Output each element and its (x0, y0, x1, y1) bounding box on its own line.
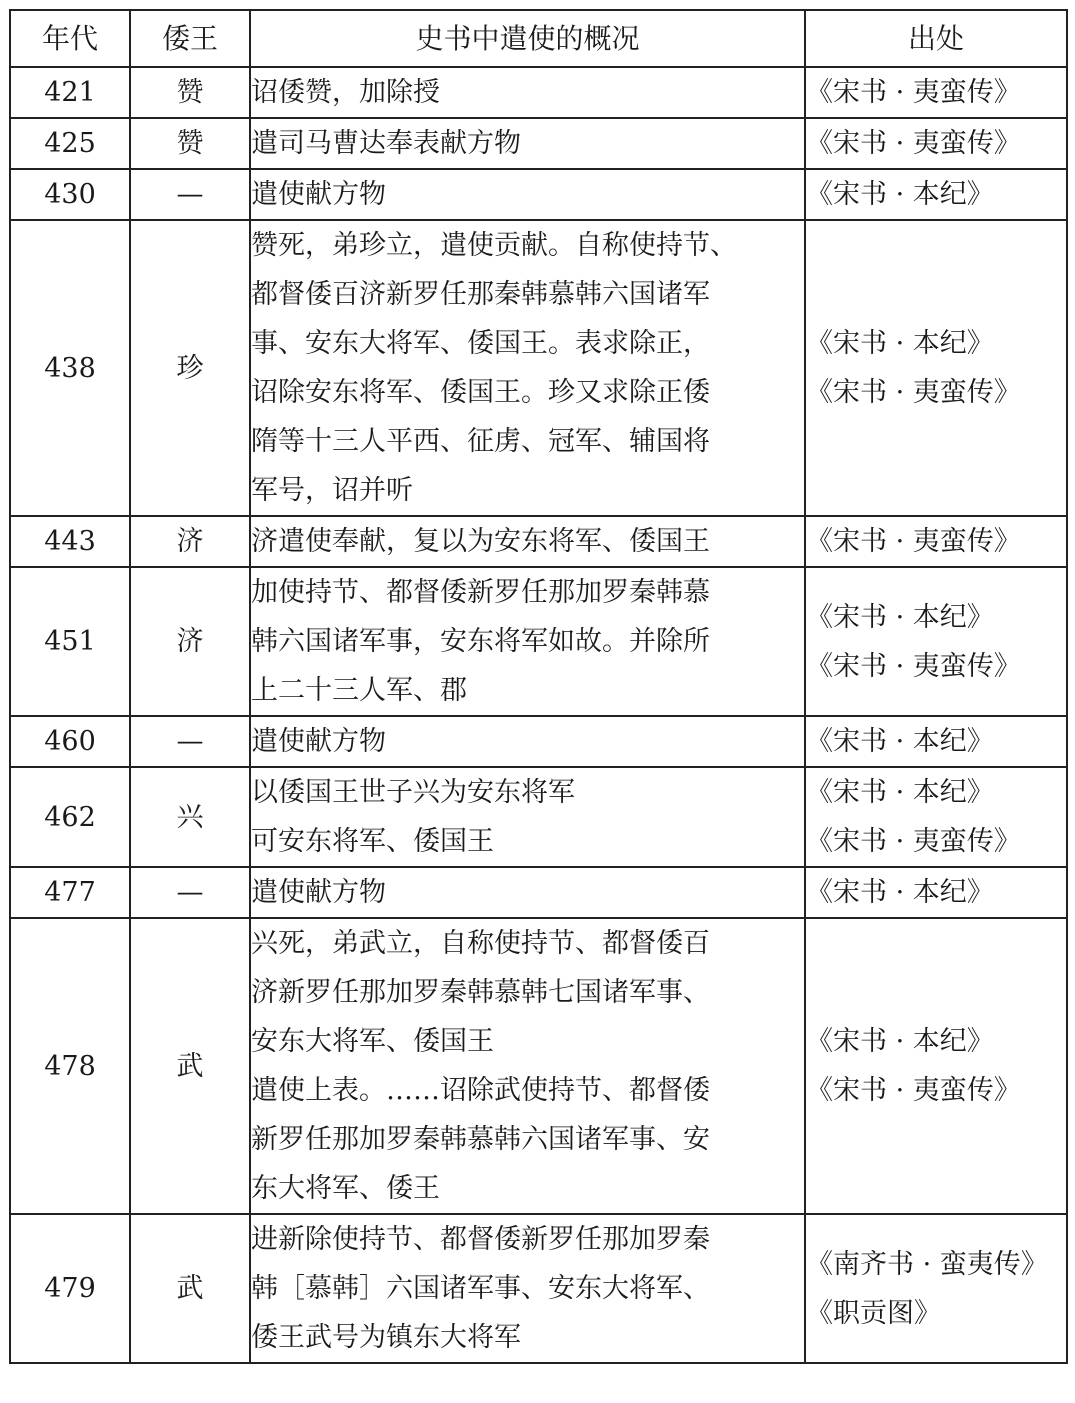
source-line: 《宋书 · 本纪》 (806, 777, 994, 808)
summary-line: 韩［慕韩］六国诸军事、安东大将军、 (251, 1273, 710, 1304)
cell-summary (250, 716, 805, 767)
source-line: 《宋书 · 夷蛮传》 (806, 1075, 1021, 1106)
source-line: 《宋书 · 本纪》 (806, 601, 994, 633)
summary-line: 遣司马曹达奉表献方物 (251, 128, 521, 159)
header-summary: 史书中遣使的概况 (250, 10, 805, 67)
cell-year: 443 (10, 516, 130, 567)
cell-king: 珍 (130, 220, 250, 516)
summary-line: 济遣使奉献，复以为安东将军、倭国王 (251, 526, 710, 557)
table-row (10, 767, 1067, 867)
source-line: 《宋书 · 夷蛮传》 (806, 377, 1021, 408)
source-line: 《宋书 · 夷蛮传》 (806, 826, 1021, 857)
table-row (10, 67, 1067, 118)
cell-source (805, 767, 1067, 867)
source-line: 《宋书 · 本纪》 (806, 179, 994, 210)
source-line: 《宋书 · 本纪》 (806, 328, 994, 359)
cell-year: 479 (10, 1214, 130, 1363)
summary-line: 东大将军、倭王 (251, 1173, 440, 1204)
cell-source (805, 567, 1067, 716)
source-line: 《宋书 · 本纪》 (806, 726, 994, 757)
cell-year: 451 (10, 567, 130, 716)
summary-line: 遣使献方物 (251, 877, 386, 908)
summary-line: 韩六国诸军事，安东将军如故。并除所 (251, 626, 710, 657)
cell-summary (250, 918, 805, 1214)
summary-line: 隋等十三人平西、征虏、冠军、辅国将 (251, 426, 710, 457)
cell-source (805, 867, 1067, 918)
cell-source (805, 516, 1067, 567)
summary-line: 赞死，弟珍立，遣使贡献。自称使持节、 (251, 230, 737, 261)
table-row (10, 516, 1067, 567)
header-king: 倭王 (130, 10, 250, 67)
cell-source (805, 67, 1067, 118)
source-line: 《宋书 · 夷蛮传》 (806, 128, 1021, 159)
source-line: 《宋书 · 本纪》 (806, 877, 994, 908)
summary-line: 新罗任那加罗秦韩慕韩六国诸军事、安 (251, 1124, 710, 1155)
cell-year: 477 (10, 867, 130, 918)
cell-summary (250, 169, 805, 220)
summary-line: 遣使上表。……诏除武使持节、都督倭 (251, 1075, 710, 1106)
summary-line: 可安东将军、倭国王 (251, 826, 494, 857)
cell-year: 421 (10, 67, 130, 118)
cell-summary (250, 220, 805, 516)
summary-line: 都督倭百济新罗任那秦韩慕韩六国诸军 (251, 279, 710, 310)
summary-line: 倭王武号为镇东大将军 (251, 1322, 521, 1353)
summary-line: 进新除使持节、都督倭新罗任那加罗秦 (251, 1224, 710, 1255)
summary-line: 兴死，弟武立，自称使持节、都督倭百 (251, 928, 710, 959)
cell-king: 济 (130, 567, 250, 716)
source-line: 《南齐书 · 蛮夷传》 (806, 1248, 1048, 1280)
cell-year: 438 (10, 220, 130, 516)
cell-king: — (130, 867, 250, 918)
table-row (10, 220, 1067, 516)
source-line: 《宋书 · 本纪》 (806, 1026, 994, 1057)
cell-summary (250, 1214, 805, 1363)
cell-source (805, 118, 1067, 169)
summary-line: 济新罗任那加罗秦韩慕韩七国诸军事、 (251, 977, 710, 1008)
cell-summary (250, 867, 805, 918)
source-line: 《宋书 · 夷蛮传》 (806, 77, 1021, 108)
cell-king: — (130, 716, 250, 767)
cell-year: 460 (10, 716, 130, 767)
table-row (10, 867, 1067, 918)
table-row (10, 918, 1067, 1214)
cell-king: 济 (130, 516, 250, 567)
header-year: 年代 (10, 10, 130, 67)
summary-line: 遣使献方物 (251, 179, 386, 210)
cell-king: 武 (130, 1214, 250, 1363)
summary-line: 诏除安东将军、倭国王。珍又求除正倭 (251, 377, 710, 408)
cell-year: 430 (10, 169, 130, 220)
header-row (10, 10, 1067, 67)
table-row (10, 169, 1067, 220)
source-line: 《宋书 · 夷蛮传》 (806, 526, 1021, 557)
table-row (10, 567, 1067, 716)
header-source: 出处 (805, 10, 1067, 67)
cell-king: 赞 (130, 67, 250, 118)
summary-line: 以倭国王世子兴为安东将军 (251, 777, 575, 808)
table-row (10, 118, 1067, 169)
summary-line: 安东大将军、倭国王 (251, 1026, 494, 1057)
cell-source (805, 1214, 1067, 1363)
cell-source (805, 716, 1067, 767)
summary-line: 遣使献方物 (251, 726, 386, 757)
cell-summary (250, 67, 805, 118)
table-row (10, 1214, 1067, 1363)
cell-source (805, 169, 1067, 220)
summary-line: 加使持节、都督倭新罗任那加罗秦韩慕 (251, 577, 710, 608)
cell-year: 425 (10, 118, 130, 169)
summary-line: 诏倭赞，加除授 (251, 77, 440, 108)
cell-year: 462 (10, 767, 130, 867)
table-row (10, 716, 1067, 767)
cell-summary (250, 567, 805, 716)
cell-summary (250, 516, 805, 567)
summary-line: 上二十三人军、郡 (251, 675, 467, 706)
cell-year: 478 (10, 918, 130, 1214)
cell-source (805, 918, 1067, 1214)
summary-line: 军号，诏并听 (251, 475, 413, 506)
cell-summary (250, 767, 805, 867)
cell-king: 兴 (130, 767, 250, 867)
cell-king: 赞 (130, 118, 250, 169)
cell-king: 武 (130, 918, 250, 1214)
cell-summary (250, 118, 805, 169)
cell-king: — (130, 169, 250, 220)
history-table (9, 9, 1068, 1364)
source-line: 《职贡图》 (806, 1297, 941, 1329)
source-line: 《宋书 · 夷蛮传》 (806, 650, 1021, 682)
cell-source (805, 220, 1067, 516)
table-body (10, 67, 1067, 1363)
summary-line: 事、安东大将军、倭国王。表求除正， (251, 328, 710, 359)
